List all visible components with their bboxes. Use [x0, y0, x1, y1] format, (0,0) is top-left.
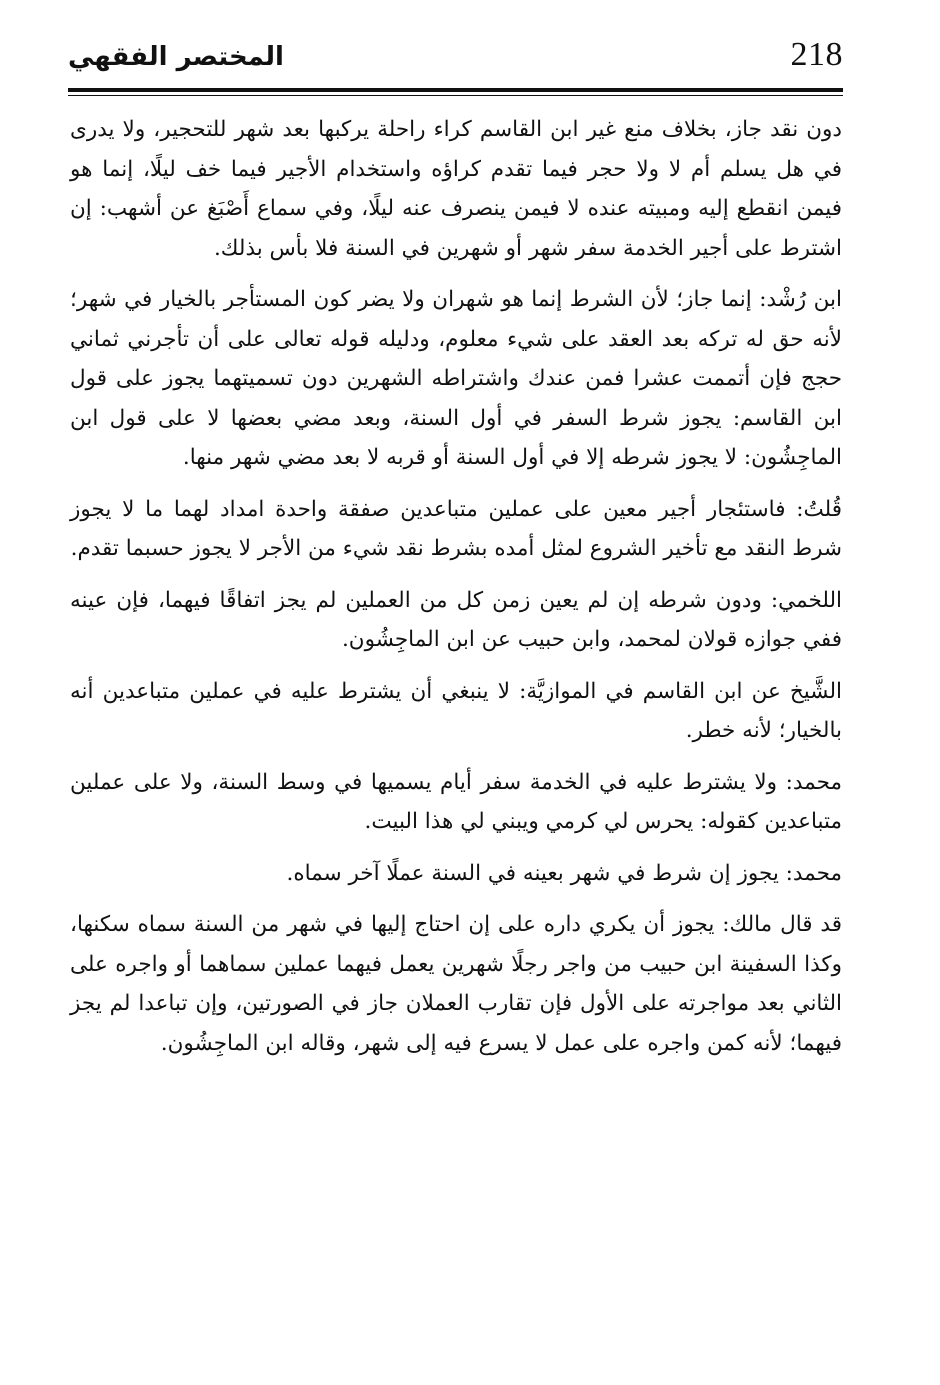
paragraph-3: قُلتُ: فاستئجار أجير معين على عملين متباعدين صفقة واحدة امداد لهما ما لا يجوز شرط النقد مع تأخير الشروع لمثل أمده بشرط نقد شيء من الأجر لا يجوز حسبما تقدم. [70, 496, 842, 561]
paragraph-8: قد قال مالك: يجوز أن يكري داره على إن احتاج إليها في شهر من السنة سماه سكنها، وكذا السفينة ابن حبيب من واجر رجلًا شهرين يعمل فيهما عملين سماهما أو واجره على الثاني بعد مواجرته على الأول فإن تقارب العملان جاز في الصورتين، وإن تباعدا لم يجز فيهما؛ لأنه كمن واجره على عمل لا يسرع فيه إلى شهر، وقاله ابن الماجِشُون. [70, 912, 842, 1056]
paragraph-1: دون نقد جاز، بخلاف منع غير ابن القاسم كراء راحلة يركبها بعد شهر للتحجير، ولا يدرى في هل يسلم أم لا ولا حجر فيما تقدم كراؤه واستخدام الأجير فيما خف ليلًا، إنما هو فيمن انقطع إليه ومبيته عنده لا فيمن ينصرف عنه ليلًا، وفي سماع أَصْبَغ عن أشهب: إن اشترط على أجير الخدمة سفر شهر أو شهرين في السنة فلا بأس بذلك. [70, 117, 842, 261]
page-body [70, 110, 842, 1075]
page-number: 218 [790, 36, 843, 73]
paragraph-4: اللخمي: ودون شرطه إن لم يعين زمن كل من العملين لم يجز اتفاقًا فيهما، فإن عينه ففي جوازه قولان لمحمد، وابن حبيب عن ابن الماجِشُون. [70, 587, 842, 652]
paragraph-2: ابن رُشْد: إنما جاز؛ لأن الشرط إنما هو شهران ولا يضر كون المستأجر بالخيار في شهر؛ لأنه حق له تركه بعد العقد على شيء معلوم، ودليله قوله تعالى على أن تأجرني ثماني حجج فإن أتممت عشرا فمن عندك واشتراطه الشهرين دون تسميتهما يجوز على قول ابن القاسم: يجوز شرط السفر في أول السنة، وبعد مضي بعضها لا على قول ابن الماجِشُون: لا يجوز شرطه إلا في أول السنة أو قربه لا بعد مضي شهر منها. [70, 287, 842, 470]
header-rule-thick [68, 88, 843, 92]
page-header [68, 28, 843, 90]
paragraph-7: محمد: يجوز إن شرط في شهر بعينه في السنة عملًا آخر سماه. [286, 860, 842, 886]
paragraph-6: محمد: ولا يشترط عليه في الخدمة سفر أيام يسميها في وسط السنة، ولا على عملين متباعدين كقوله: يحرس لي كرمي ويبني لي هذا البيت. [70, 769, 842, 834]
running-title: المختصر الفقهي [68, 42, 284, 72]
header-rule-thin [68, 95, 843, 96]
paragraph-5: الشَّيخ عن ابن القاسم في الموازيَّة: لا ينبغي أن يشترط عليه في عملين متباعدين أنه بالخيار؛ لأنه خطر. [70, 678, 842, 743]
